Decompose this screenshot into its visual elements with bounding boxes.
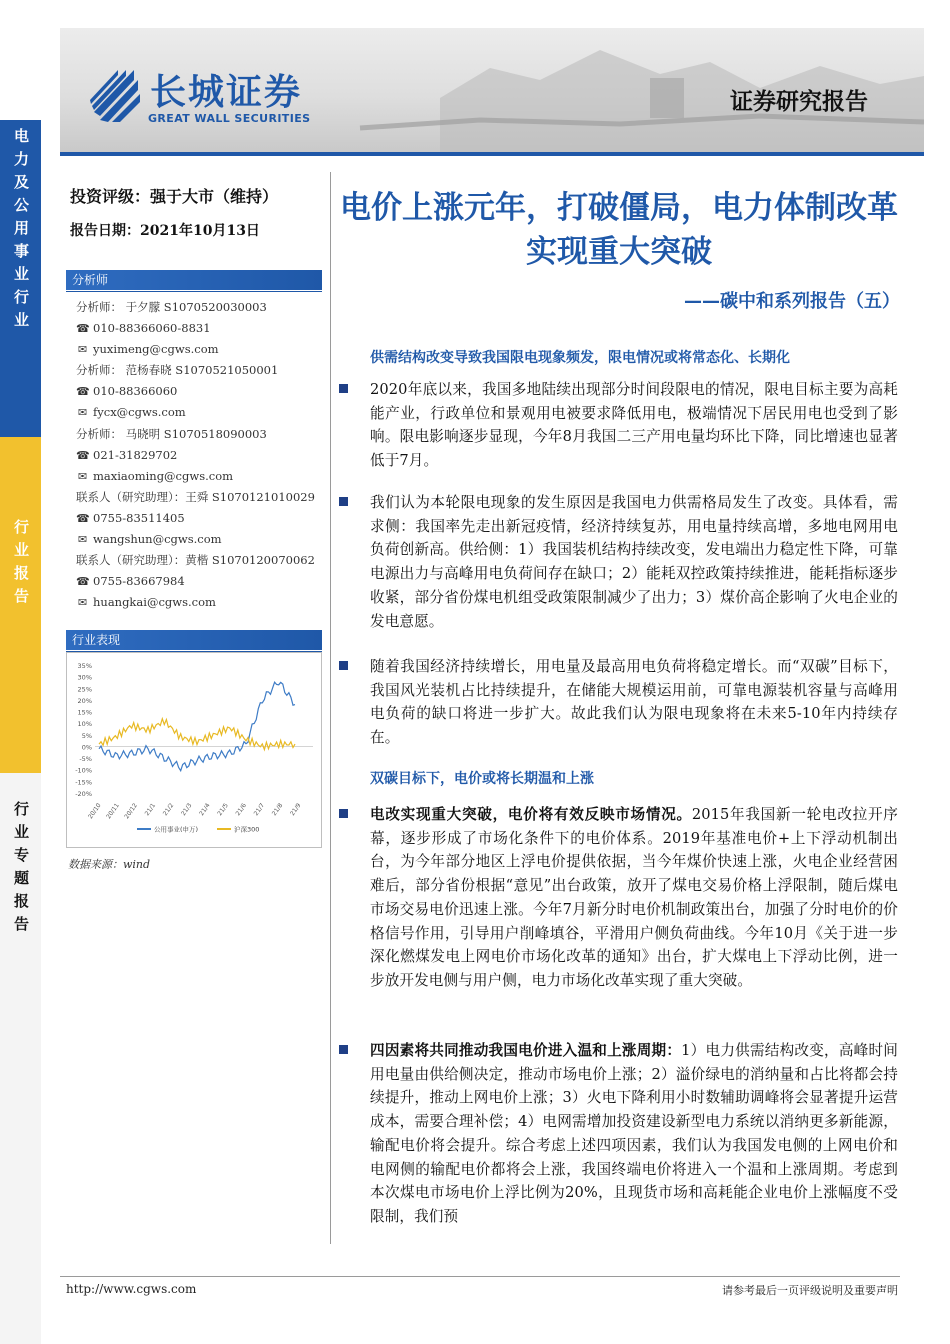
analyst-row — [76, 360, 315, 381]
mail-icon: ✉ — [77, 596, 88, 610]
logo-icon — [86, 66, 142, 124]
paragraph-5 — [370, 1039, 898, 1229]
x-tick-label: 21/9 — [289, 802, 303, 818]
mail-icon: ✉ — [77, 533, 88, 547]
investment-rating: 投资评级：强于大市（维持） — [70, 187, 279, 206]
side-tab-topic — [0, 773, 41, 1344]
analyst-row-text: yuximeng@cgws.com — [93, 342, 219, 357]
analyst-row[interactable] — [76, 402, 315, 423]
analyst-row-text: 联系人（研究助理）：王舜 S1070121010029 — [76, 489, 315, 504]
x-tick-label: 21/1 — [143, 802, 158, 818]
analyst-row-text: 010-88366060 — [93, 384, 178, 399]
analyst-row — [76, 508, 315, 529]
x-tick-label: 21/2 — [161, 802, 176, 818]
y-tick-label: -20% — [75, 790, 92, 798]
mail-icon: ✉ — [77, 406, 88, 420]
analyst-row[interactable] — [76, 529, 315, 550]
x-tick-label: 20/12 — [123, 802, 139, 821]
x-tick-label: 21/6 — [234, 802, 248, 818]
data-source: 数据来源：wind — [68, 858, 151, 871]
report-date: 报告日期：2021年10月13日 — [70, 223, 260, 239]
paragraph-5-body: 1）电力供需结构改变，高峰时间用电量由供给侧决定，推动市场电价上涨；2）溢价绿电的消纳量和占比将都会持续提升，推动上网电价上涨；3）火电下降利用小时数辅助调峰将会显著提升运营成本，需要合理补偿；4）电网需增加投资建设新型电力系统以消纳更多新能源，输配电价将会提升。综合考虑上述四项因素，我们认为我国发电侧的上网电价和电网侧的输配电价都将会上涨，我国终端电价将进入一个温和上涨周期。考虑到本次煤电市场电价上浮比例为20%，且现货市场和高耗能企业电价上涨幅度不受限制，我们预 — [370, 1042, 898, 1225]
y-tick-label: 20% — [77, 696, 92, 705]
side-tab-report-kind-text: 行业报告 — [12, 519, 30, 611]
analyst-row-text: 0755-83511405 — [93, 510, 185, 525]
analyst-row-text: 分析师： 范杨春晓 S1070521050001 — [76, 363, 279, 378]
analyst-row — [76, 571, 315, 592]
analyst-list — [76, 297, 315, 613]
analyst-row-text: 分析师： 于夕朦 S1070520030003 — [76, 300, 267, 314]
analyst-row — [76, 424, 315, 445]
analyst-row[interactable] — [76, 339, 315, 360]
y-tick-label: 25% — [77, 685, 92, 694]
y-tick-label: -5% — [79, 755, 92, 764]
analyst-heading: 分析师 — [66, 270, 322, 290]
column-divider — [330, 172, 331, 1244]
analyst-row[interactable] — [76, 592, 315, 613]
section-heading-1: 供需结构改变导致我国限电现象频发，限电情况或将常态化、长期化 — [370, 350, 790, 366]
analyst-row-text: 联系人（研究助理）：黄楷 S1070120070062 — [76, 553, 315, 568]
analyst-row — [76, 487, 315, 508]
logo-en: GREAT WALL SECURITIES — [148, 112, 311, 125]
report-type: 证券研究报告 — [730, 89, 868, 115]
x-tick-label: 21/3 — [180, 802, 194, 818]
analyst-row-text: fycx@cgws.com — [93, 405, 186, 420]
bullet-icon — [339, 661, 348, 670]
y-tick-label: 30% — [77, 673, 92, 682]
bullet-icon — [339, 497, 348, 506]
analyst-row-text: 010-88366060-8831 — [93, 321, 211, 336]
paragraph-4-lead: 电改实现重大突破，电价将有效反映市场情况。 — [370, 806, 692, 823]
paragraph-2: 我们认为本轮限电现象的发生原因是我国电力供需格局发生了改变。具体看，需求侧：我国率先走出新冠疫情，经济持续复苏，用电量持续高增，多地电网用电负荷创新高。供给侧：1）我国装机结构持续改变，发电端出力稳定性下降，可靠电源出力与高峰用电负荷间存在缺口；2）能耗双控政策持续推进，能耗指标逐步收紧，部分省份煤电机组受政策限制减少了出力；3）煤价高企影响了火电企业的发电意愿。 — [370, 494, 898, 630]
mail-icon: ✉ — [77, 343, 88, 357]
x-tick-label: 21/5 — [216, 802, 230, 818]
bullet-icon — [339, 809, 348, 818]
side-tab-report-kind — [0, 437, 41, 773]
y-tick-label: 10% — [77, 720, 92, 729]
phone-icon: ☎ — [76, 575, 90, 589]
paragraph-4 — [370, 803, 898, 993]
bullet-icon — [339, 384, 348, 393]
analyst-row-text: 021-31829702 — [93, 447, 178, 462]
bullet-icon — [339, 1045, 348, 1054]
analyst-row-text: huangkai@cgws.com — [93, 595, 216, 610]
x-tick-label: 21/7 — [252, 802, 267, 818]
mail-icon: ✉ — [77, 469, 88, 483]
y-tick-label: 0% — [81, 743, 92, 752]
footer-rule — [60, 1276, 900, 1277]
analyst-row-text: wangshun@cgws.com — [93, 532, 222, 547]
analyst-row-text: 0755-83667984 — [93, 574, 185, 589]
performance-chart-box — [66, 652, 322, 848]
performance-chart — [67, 653, 321, 847]
analyst-row — [76, 381, 315, 402]
analyst-row-text: maxiaoming@cgws.com — [93, 468, 234, 483]
x-tick-label: 21/8 — [270, 802, 285, 818]
analyst-row — [76, 318, 315, 339]
side-tab-industry-text: 电力及公用事业行业 — [12, 128, 30, 335]
legend-label: 沪深300 — [234, 825, 260, 834]
section-heading-2: 双碳目标下，电价或将长期温和上涨 — [370, 771, 594, 787]
phone-icon: ☎ — [76, 385, 90, 399]
header-rule — [60, 152, 924, 156]
y-tick-label: 35% — [77, 662, 92, 670]
phone-icon: ☎ — [76, 448, 90, 462]
phone-icon: ☎ — [76, 322, 90, 336]
logo-cn: 长城证券 — [150, 72, 303, 113]
performance-heading: 行业表现 — [66, 630, 322, 650]
analyst-row-text: 分析师： 马晓明 S1070518090003 — [76, 426, 267, 441]
analyst-row — [76, 445, 315, 466]
footer-url[interactable]: http://www.cgws.com — [66, 1282, 197, 1296]
analyst-row[interactable] — [76, 466, 315, 487]
report-subtitle: ——碳中和系列报告（五） — [684, 291, 900, 312]
side-tab-industry — [0, 120, 41, 437]
legend-label: 公用事业(申万) — [154, 825, 199, 834]
x-tick-label: 20/10 — [86, 802, 103, 821]
side-tab-topic-text: 行业专题报告 — [12, 801, 30, 939]
paragraph-4-body: 2015年我国新一轮电改拉开序幕，逐步形成了市场化条件下的电价体系。2019年基准电价+上下浮动机制出台，为今年部分地区上浮电价提供依据，当今年煤价快速上涨，火电企业经营困难后，部分省份根据“意见”出台政策，放开了煤电交易价格上浮限制，随后煤电市场交易电价迅速上涨。今年7月新分时电价机制政策出台，加强了分时电价的价格信号作用，引导用户削峰填谷，平滑用户侧负荷曲线。今年10月《关于进一步深化燃煤发电上网电价市场化改革的通知》出台，扩大煤电上下浮动比例，进一步放开发电侧与用户侧，电力市场化改革实现了重大突破。 — [370, 806, 898, 989]
x-tick-label: 20/11 — [105, 802, 121, 821]
paragraph-3: 随着我国经济持续增长，用电量及最高用电负荷将稳定增长。而“双碳”目标下，我国风光装机占比持续提升，在储能大规模运用前，可靠电源装机容量与高峰用电负荷的缺口将进一步扩大。故此我们认为限电现象将在未来5-10年内持续存在。 — [370, 658, 898, 747]
analyst-row — [76, 550, 315, 571]
paragraph-5-lead: 四因素将共同推动我国电价进入温和上涨周期： — [370, 1042, 682, 1059]
footer-notice: 请参考最后一页评级说明及重要声明 — [722, 1284, 898, 1297]
y-tick-label: 15% — [77, 708, 92, 717]
series-line — [99, 719, 295, 750]
y-tick-label: -10% — [75, 766, 92, 775]
x-tick-label: 21/4 — [198, 802, 212, 818]
report-title: 电价上涨元年，打破僵局，电力体制改革实现重大突破 — [340, 190, 898, 270]
y-tick-label: 5% — [81, 731, 92, 740]
y-tick-label: -15% — [75, 778, 92, 787]
analyst-row — [76, 297, 315, 318]
paragraph-1: 2020年底以来，我国多地陆续出现部分时间段限电的情况，限电目标主要为高耗能产业，行政单位和景观用电被要求降低用电，极端情况下居民用电也受到了影响。限电影响逐步显现，今年8月我国二三产用电量均环比下降，同比增速也显著低于7月。 — [370, 381, 898, 470]
phone-icon: ☎ — [76, 511, 90, 525]
